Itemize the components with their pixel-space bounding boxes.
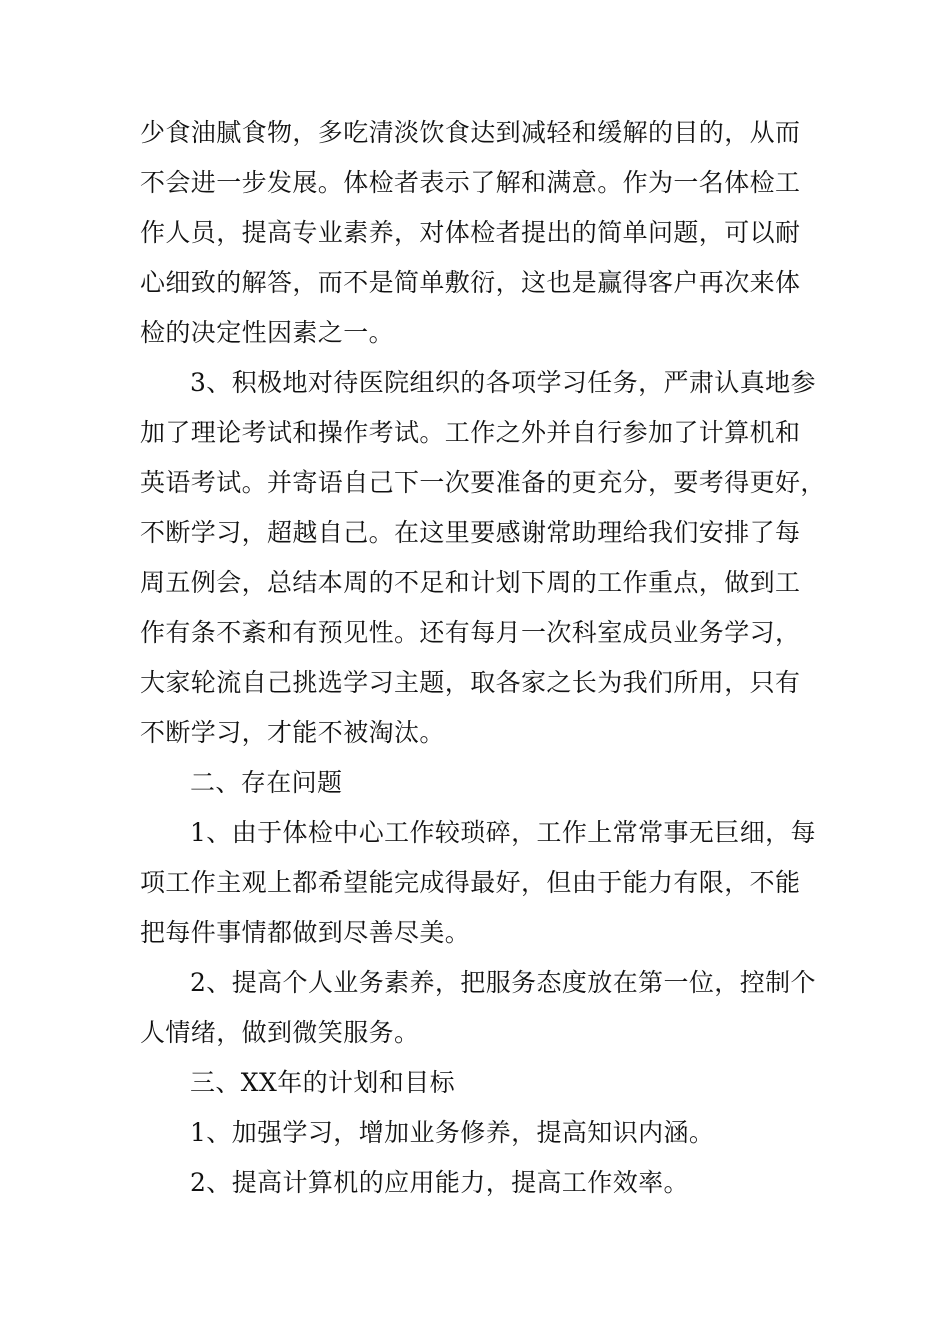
paragraph-start-line: 1、由于体检中心工作较琐碎，工作上常常事无巨细，每 [190,818,816,847]
paragraph-start-line: 1、加强学习，增加业务修养，提高知识内涵。 [190,1118,715,1147]
paragraph-start-line: 2、提高个人业务素养，把服务态度放在第一位，控制个 [190,968,816,997]
text-line: 检的决定性因素之一。 [140,318,395,347]
text-line: 不断学习，超越自己。在这里要感谢常助理给我们安排了每 [140,518,801,547]
text-line: 加了理论考试和操作考试。工作之外并自行参加了计算机和 [140,418,801,447]
text-line: 把每件事情都做到尽善尽美。 [140,918,471,947]
text-line: 不断学习，才能不被淘汰。 [140,718,445,747]
section-heading: 三、XX年的计划和目标 [190,1068,455,1097]
text-line: 人情绪，做到微笑服务。 [140,1018,420,1047]
text-line: 周五例会，总结本周的不足和计划下周的工作重点，做到工 [140,568,801,597]
text-line: 心细致的解答，而不是简单敷衍，这也是赢得客户再次来体 [140,268,801,297]
paragraph-start-line: 2、提高计算机的应用能力，提高工作效率。 [190,1168,689,1197]
text-line: 作有条不紊和有预见性。还有每月一次科室成员业务学习， [140,618,801,647]
text-line: 大家轮流自己挑选学习主题，取各家之长为我们所用，只有 [140,668,801,697]
text-line: 项工作主观上都希望能完成得最好，但由于能力有限，不能 [140,868,801,897]
section-heading: 二、存在问题 [190,768,343,797]
paragraph-start-line: 3、积极地对待医院组织的各项学习任务，严肃认真地参 [190,368,816,397]
text-line: 少食油腻食物，多吃清淡饮食达到减轻和缓解的目的，从而 [140,118,801,147]
text-line: 不会进一步发展。体检者表示了解和满意。作为一名体检工 [140,168,801,197]
text-line: 英语考试。并寄语自己下一次要准备的更充分，要考得更好， [140,468,826,497]
text-line: 作人员，提高专业素养，对体检者提出的简单问题，可以耐 [140,218,801,247]
